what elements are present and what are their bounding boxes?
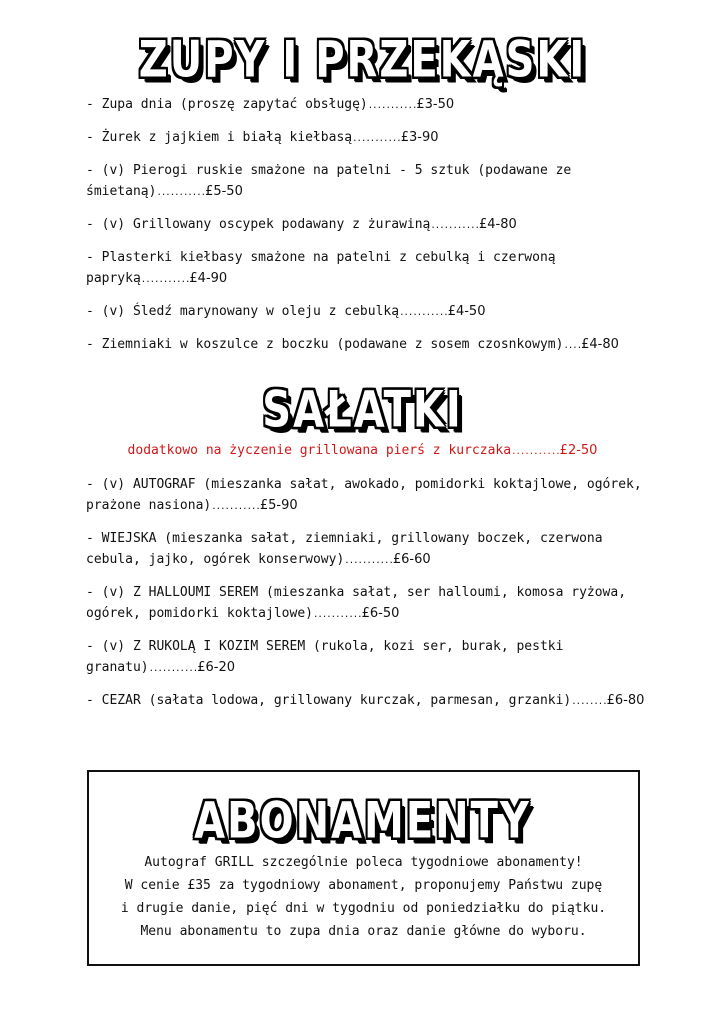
menu-item-text: - (v) Pierogi ruskie smażone na patelni - 5 sztuk (podawane ze śmietaną) bbox=[86, 163, 572, 199]
menu-item-price: £3-50 bbox=[416, 97, 455, 112]
menu-item bbox=[86, 690, 646, 713]
menu-item-dots: ........... bbox=[352, 134, 401, 144]
menu-item bbox=[86, 334, 646, 357]
menu-item-dots: ........... bbox=[430, 221, 479, 231]
menu-item-price: £4-80 bbox=[478, 217, 517, 232]
menu-item bbox=[86, 301, 646, 324]
salad-extra-note bbox=[0, 441, 725, 462]
menu-item-text: - (v) Z RUKOLĄ I KOZIM SEREM (rukola, kozi ser, burak, pestki granatu) bbox=[86, 639, 564, 675]
menu-item-price: £5-50 bbox=[205, 184, 243, 199]
menu-item-text: - WIEJSKA (mieszanka sałat, ziemniaki, grillowany boczek, czerwona cebula, jajko, ogórek konserwowy) bbox=[86, 531, 603, 567]
menu-item-dots: ........... bbox=[367, 101, 417, 111]
description-line: Autograf GRILL szczególnie poleca tygodniowe abonamenty! bbox=[144, 855, 583, 870]
menu-item-price: £4-90 bbox=[189, 271, 228, 286]
menu-item bbox=[86, 214, 646, 237]
menu-item-dots: ........... bbox=[148, 664, 198, 674]
menu-item bbox=[86, 160, 646, 204]
menu-item-dots: ........... bbox=[211, 502, 260, 512]
note-dots: ........... bbox=[511, 447, 560, 457]
description-line: Menu abonamentu to zupa dnia oraz danie główne do wyboru. bbox=[140, 924, 587, 939]
menu-item-dots: ........... bbox=[399, 308, 448, 318]
section-title-salads: SAŁATKI bbox=[262, 381, 463, 439]
menu-item bbox=[86, 247, 646, 291]
menu-item-text: - Żurek z jajkiem i białą kiełbasą bbox=[86, 130, 353, 145]
menu-item-text: - (v) Grillowany oscypek podawany z żurawiną bbox=[86, 217, 431, 232]
note-price: £2-50 bbox=[559, 443, 598, 458]
note-text: dodatkowo na życzenie grillowana pierś z kurczaka bbox=[127, 443, 512, 458]
salads-list bbox=[86, 474, 646, 723]
menu-item-price: £6-50 bbox=[361, 606, 400, 621]
menu-item-dots: .... bbox=[563, 341, 582, 351]
menu-item-price: £6-80 bbox=[606, 693, 645, 708]
menu-item-price: £4-80 bbox=[581, 337, 619, 352]
menu-item-price: £4-50 bbox=[447, 304, 486, 319]
menu-item bbox=[86, 582, 646, 626]
menu-item-dots: ........ bbox=[571, 697, 607, 707]
soups-list bbox=[86, 94, 646, 367]
subscriptions-description bbox=[90, 851, 637, 943]
menu-item-dots: ........... bbox=[344, 556, 393, 566]
menu-item-price: £3-90 bbox=[400, 130, 439, 145]
description-line: W cenie £35 za tygodniowy abonament, proponujemy Państwu zupę bbox=[124, 878, 603, 893]
menu-item bbox=[86, 474, 646, 518]
menu-item bbox=[86, 127, 646, 150]
section-title-subscriptions: ABONAMENTY bbox=[194, 792, 531, 850]
section-title-soups: ZUPY I PRZEKĄSKI bbox=[138, 31, 587, 89]
menu-item-dots: ........... bbox=[312, 610, 362, 620]
menu-item bbox=[86, 528, 646, 572]
menu-item-dots: ........... bbox=[156, 188, 206, 198]
description-line: i drugie danie, pięć dni w tygodniu od poniedziałku do piątku. bbox=[120, 901, 607, 916]
menu-item-text: - (v) AUTOGRAF (mieszanka sałat, awokado, pomidorki koktajlowe, ogórek, prażone nasiona) bbox=[86, 477, 642, 513]
menu-item-text: - (v) Z HALLOUMI SEREM (mieszanka sałat, ser halloumi, komosa ryżowa, ogórek, pomidorki koktajlowe) bbox=[86, 585, 627, 621]
menu-item bbox=[86, 94, 646, 117]
menu-item-price: £5-90 bbox=[259, 498, 298, 513]
menu-item-text: - CEZAR (sałata lodowa, grillowany kurczak, parmesan, grzanki) bbox=[86, 693, 572, 708]
menu-item-price: £6-60 bbox=[392, 552, 431, 567]
menu-item-price: £6-20 bbox=[197, 660, 236, 675]
menu-item-text: - (v) Śledź marynowany w oleju z cebulką bbox=[86, 304, 400, 319]
menu-item-text: - Ziemniaki w koszulce z boczku (podawane z sosem czosnkowym) bbox=[86, 337, 564, 352]
menu-item-text: - Plasterki kiełbasy smażone na patelni z cebulką i czerwoną papryką bbox=[86, 250, 556, 286]
menu-item bbox=[86, 636, 646, 680]
menu-item-dots: ........... bbox=[140, 275, 190, 285]
menu-item-text: - Zupa dnia (proszę zapytać obsługę) bbox=[86, 97, 368, 112]
